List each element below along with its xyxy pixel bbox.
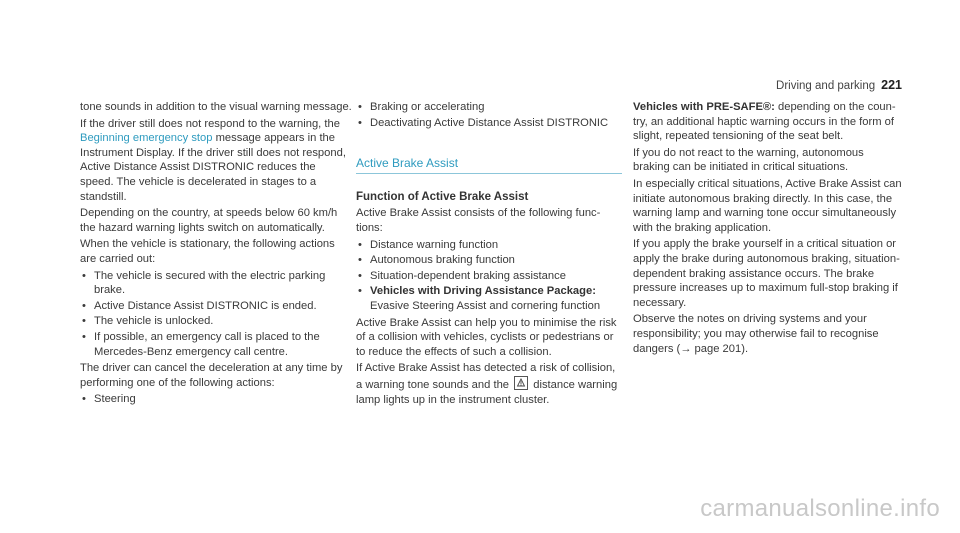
sub-heading: Function of Active Brake Assist — [356, 190, 529, 203]
list-item: • Deactivating Active Distance Assist DISTRONIC — [356, 116, 622, 131]
section-heading: Active Brake Assist — [356, 156, 622, 174]
text: message appears in the Instrument Display. If the driver still does not respond, Active Distance Assist DISTRONIC reduces the speed. The vehicle is decelerated in stages to a standstill. — [80, 132, 346, 203]
bullet-list — [80, 392, 352, 407]
text: Observe the notes on driving systems and your responsibility; you may otherwise fail to recognise dangers ( — [633, 313, 879, 355]
distance-warning-icon — [514, 376, 528, 390]
paragraph: Active Brake Assist consists of the following functions: — [356, 207, 601, 234]
paragraph: Depending on the country, at speeds below 60 km/h the hazard warning lights switch on automatically. — [80, 207, 338, 234]
text: depending on the country, an additional haptic warning occurs in the form of slight, repeated tensioning of the seat belt. — [633, 101, 896, 143]
watermark: carmanualsonline.info — [700, 495, 940, 523]
column-2 — [356, 100, 622, 409]
list-item: • Active Distance Assist DISTRONIC is ended. — [80, 299, 352, 314]
list-item: • The vehicle is secured with the electric parking brake. — [80, 269, 352, 298]
bullet-list — [356, 238, 622, 314]
bold-label: Vehicles with Driving Assistance Package: — [370, 285, 596, 298]
paragraph: When the vehicle is stationary, the following actions are carried out: — [80, 238, 335, 265]
bullet-list — [80, 269, 352, 360]
list-item: • If possible, an emergency call is placed to the Mercedes-Benz emergency call centre. — [80, 330, 352, 359]
paragraph — [633, 312, 903, 356]
arrow-icon: → — [680, 342, 692, 355]
paragraph — [356, 361, 622, 407]
list-item: • Steering — [80, 392, 352, 407]
list-item: • The vehicle is unlocked. — [80, 314, 352, 329]
paragraph — [80, 117, 352, 205]
column-3 — [633, 100, 903, 358]
text: ). — [741, 342, 749, 355]
bold-label: Vehicles with PRE-SAFE®: — [633, 101, 775, 113]
bullet-list — [356, 100, 622, 130]
paragraph: If you do not react to the warning, autonomous braking can be initiated in critical situations. — [633, 146, 864, 174]
list-item: • Distance warning function — [356, 238, 622, 253]
list-item — [356, 284, 622, 313]
emergency-stop-message: Beginning emergency stop — [80, 132, 213, 145]
text: If the driver still does not respond to the warning, the — [80, 117, 340, 130]
paragraph: Active Brake Assist can help you to minimise the risk of a collision with vehicles, cyclists or pedestrians or to reduce the effects of such a collision. — [356, 316, 617, 358]
section-title: Driving and parking — [776, 80, 876, 92]
page-number: 221 — [881, 78, 902, 92]
list-item: • Situation-dependent braking assistance — [356, 269, 622, 284]
paragraph: The driver can cancel the deceleration at any time by performing one of the following actions: — [80, 362, 343, 389]
page-header — [776, 78, 902, 94]
text: Evasive Steering Assist and cornering function — [370, 299, 601, 312]
list-item: • Autonomous braking function — [356, 253, 622, 268]
paragraph: tone sounds in addition to the visual warning message. — [80, 101, 352, 113]
list-item: • Braking or accelerating — [356, 100, 622, 115]
column-1 — [80, 100, 352, 409]
paragraph — [633, 100, 903, 144]
text: If Active Brake Assist has detected a risk of collision, a warning tone sounds and the — [356, 362, 616, 391]
text: distance warning lamp lights up in the instrument cluster. — [356, 378, 618, 406]
paragraph: In especially critical situations, Active Brake Assist can initiate autonomous braking directly. In this case, the warning lamp and warning tone occur simultaneously with the braking application. — [633, 177, 902, 234]
page-reference[interactable]: page 201 — [691, 342, 742, 355]
paragraph: If you apply the brake yourself in a critical situation or apply the brake during autonomous braking, situation-dependent braking assistance occurs. The brake pressure increases up to maximum full-stop braking if necessary. — [633, 238, 900, 309]
